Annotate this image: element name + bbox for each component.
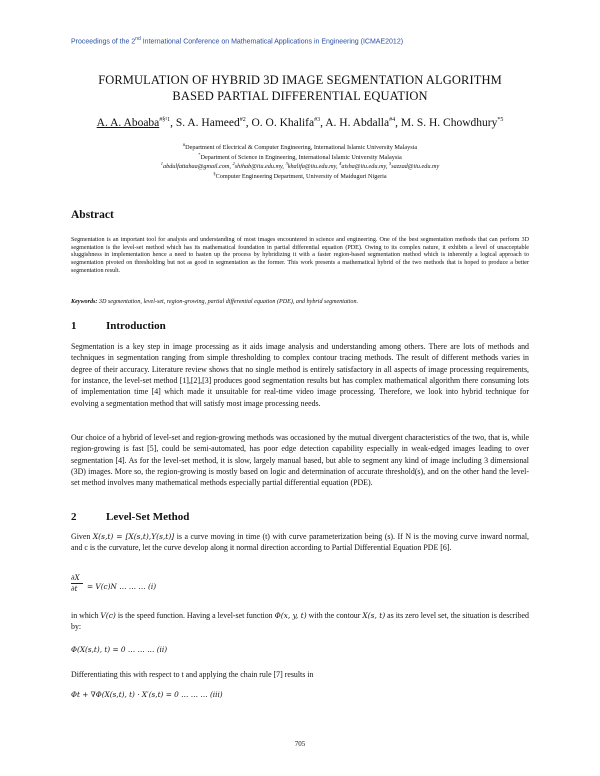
email-sup: 4	[339, 161, 342, 166]
text: is a curve moving in time (t) with curve parameterization being (s). If N is the moving curve inward normal, and c is the curvature, let the curve develop along it normal direction according to Partial Differential Equation PDE [6].	[71, 532, 529, 553]
math-inline: X(s,t) = [X(s,t),Y(s,t)]	[92, 532, 175, 541]
email-address: khalifa@iiu.edu.my,	[287, 163, 340, 171]
text: with the contour	[306, 611, 363, 620]
author-sup: #2	[239, 117, 246, 124]
proceedings-text-rest: International Conference on Mathematical Applications in Engineering (ICMAE2012)	[140, 38, 404, 46]
equation-3: Φt + ∇Φ(X(s,t), t) · X′(s,t) = 0 … … … (iii)	[71, 690, 223, 699]
email-sup: 3	[285, 161, 288, 166]
abstract-heading: Abstract	[71, 209, 114, 221]
paper-title	[40, 72, 560, 104]
levelset-paragraph-1	[71, 531, 529, 554]
email-sup: 5	[389, 161, 392, 166]
equation-1	[71, 574, 83, 593]
email-address: aisha@iiu.edu.my,	[341, 163, 389, 171]
author-name: S. A. Hameed	[175, 117, 240, 129]
proceedings-sup: nd	[135, 36, 141, 42]
text: as its zero level set, the situation is described by:	[71, 611, 529, 632]
equation-2: Φ(X(s,t), t) = 0 … … … (ii)	[71, 645, 168, 654]
section-1-number: 1	[71, 320, 77, 332]
keywords	[71, 299, 529, 305]
author-name: A. H. Abdalla	[325, 117, 390, 129]
math-inline: Φ(x, y, t)	[274, 611, 307, 620]
aff-text: Department of Electrical & Computer Engineering, International Islamic University Malaysia	[185, 144, 418, 152]
proceedings-header	[71, 36, 403, 45]
aff-text: Department of Science in Engineering, International Islamic University Malaysia	[200, 154, 402, 162]
section-2-number: 2	[71, 511, 77, 523]
email-sup: 2	[232, 161, 235, 166]
author-sup: #3	[314, 117, 321, 124]
levelset-paragraph-3: Differentiating this with respect to t and applying the chain rule [7] results in	[71, 670, 314, 679]
affiliation-3	[40, 170, 560, 182]
math-inline: X(s, t)	[362, 611, 386, 620]
author-sep: ,	[245, 117, 252, 129]
eq1-denominator: ∂t	[71, 585, 78, 593]
author-name: M. S. H. Chowdhury	[400, 117, 498, 129]
section-1-title: Introduction	[106, 320, 166, 332]
author-list	[40, 117, 560, 129]
author-sep: ,	[170, 117, 176, 129]
keywords-label: Keywords:	[71, 299, 98, 305]
title-line-1: FORMULATION OF HYBRID 3D IMAGE SEGMENTATION ALGORITHM	[98, 73, 502, 87]
eq1-numerator: ∂X	[71, 574, 83, 584]
page-number: 705	[294, 740, 306, 748]
proceedings-text: Proceedings of the 2	[71, 38, 136, 46]
intro-paragraph-1: Segmentation is a key step in image processing as it aids image analysis and understanding among others. There are lots of methods and techniques in segmentation ranging from simple thresholding to complex contour tracing methods. The result of different methods varies in degree of their accuracy. Literature review shows that no single method is entirely satisfactory in all aspects of image processing requirements, for instance, the level-set method [1],[2],[3] produces good segmentation results but has complex mathematical algorithm there consuming lots of implementation time [4] which made it unsuitable for real-time video image processing. Therefore, we look into hybrid technique for evolving a segmentation method that will satisfy most image processing needs.	[71, 342, 529, 408]
author-sup: #§¹1	[159, 117, 171, 124]
email-sup: 1	[160, 161, 163, 166]
author-sep: ,	[395, 117, 401, 129]
author-sep: ,	[320, 117, 326, 129]
aff-sup: §	[213, 171, 216, 176]
section-2-title: Level-Set Method	[106, 511, 190, 523]
email-address: abdulfattahaa@gmail.com,	[163, 163, 233, 171]
text: is the speed function. Having a level-set function	[115, 611, 275, 620]
aff-sup: #	[182, 142, 186, 147]
text: in which	[71, 611, 101, 620]
aff-sup: *	[198, 152, 201, 157]
levelset-paragraph-2	[71, 610, 529, 633]
author-sup: *5	[497, 117, 504, 124]
author-sup: #4	[389, 117, 396, 124]
aff-text: Computer Engineering Department, University of Maiduguri Nigeria	[215, 173, 387, 181]
author-name: O. O. Khalifa	[251, 117, 315, 129]
abstract-text: Segmentation is an important tool for analysis and understanding of most images encountered in science and engineering. One of the best segmentation methods that can perform 3D segmentation is the level-set method which has its mathematical foundation in partial differential equation (PDE). Owing to its complex nature, it exhibits a level of unacceptable sluggishness in implementation hence a need to hasten up the process by hybridizing it with a faster region-based segmentation method which is inherently a logical approach to segmentation pivoted on thresholding but not as good in segmentation as the former. This work presents a mathematical hybrid of the two methods that is hoped to produce a better segmentation result.	[71, 237, 529, 274]
email-address: shihab@iiu.edu.my,	[234, 163, 286, 171]
title-line-2: BASED PARTIAL DIFFERENTIAL EQUATION	[172, 89, 428, 103]
text: Given	[71, 532, 93, 541]
math-inline: V(c)	[100, 611, 116, 620]
email-address: sazzad@iiu.edu.my	[391, 163, 440, 171]
author-name: A. A. Aboaba	[96, 117, 160, 129]
intro-paragraph-2: Our choice of a hybrid of level-set and region-growing methods was occasioned by the mutual divergent characteristics of the two, that is, while region-growing is fast [5], could be semi-automated, has poor edge detection capability especially in weak-edged images leading to over segmentation [4]. As for the level-set method, it is slow, largely manual based, but able to segment any kind of image including 3 dimensional (3D) images. More so, the region-growing is mostly based on logic and determination of accurate threshold(s), and on the other hand the level-set method involves many mathematical methods especially partial differential equation (PDE).	[71, 433, 529, 488]
equation-1-rhs: = V(c)N … … … (i)	[87, 582, 157, 591]
keywords-text: 3D segmentation, level-set, region-growing, partial differential equation (PDE), and hybrid segmentation.	[97, 299, 359, 305]
